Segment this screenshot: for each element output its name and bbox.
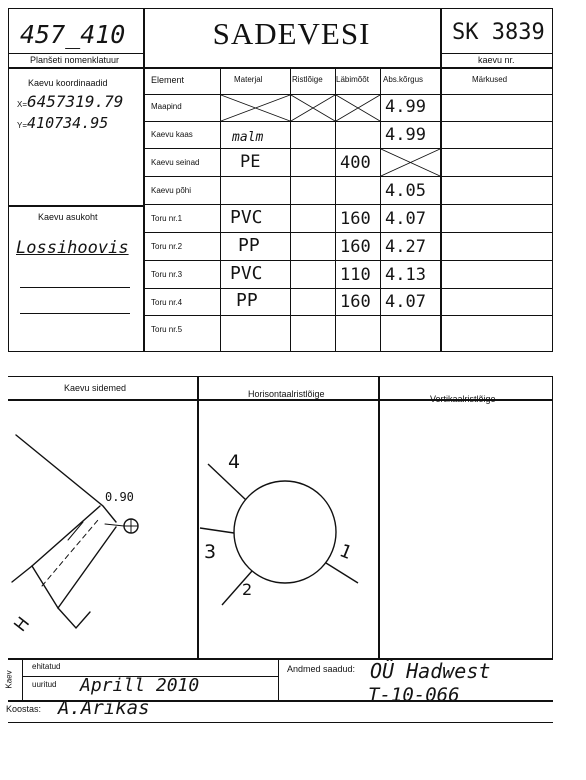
row-element: Toru nr.3 [151, 270, 183, 279]
horizontal-caption: Horisontaalristlõige [248, 389, 325, 399]
horizontal-section [198, 400, 378, 658]
divider [22, 658, 23, 700]
tie-distance: 0.90 [105, 490, 134, 504]
table-header: Märkused [472, 75, 508, 84]
row-element: Kaevu põhi [151, 186, 192, 195]
table-header: Läbimõõt [336, 75, 369, 84]
kaev-side-label: Kaev [4, 670, 14, 689]
row-diameter: 160 [340, 209, 371, 229]
row-diameter: 160 [340, 292, 371, 312]
row-height: 4.27 [385, 237, 426, 257]
row-material: PP [238, 235, 260, 256]
coordinates-caption: Kaevu koordinaadid [28, 78, 108, 88]
pipe-label-2: 2 [242, 580, 253, 599]
page-title: SADEVESI [212, 16, 371, 51]
location-caption: Kaevu asukoht [38, 212, 98, 222]
well-caption: kaevu nr. [478, 55, 515, 65]
row-height: 4.99 [385, 97, 426, 117]
row-height: 4.07 [385, 209, 426, 229]
row-diameter: 110 [340, 265, 371, 285]
row-diameter: 160 [340, 237, 371, 257]
ties-sketch [8, 400, 197, 658]
row-material: PVC [230, 207, 263, 228]
checked-value: Aprill 2010 [80, 675, 200, 696]
tie-letter: H [10, 613, 35, 636]
divider [8, 722, 553, 723]
row-diameter: 400 [340, 153, 371, 173]
table-header: Abs.kõrgus [383, 75, 424, 84]
row-element: Toru nr.4 [151, 298, 183, 307]
data-value-code: T-10-066 [368, 684, 460, 706]
well-number: SK 3839 [452, 20, 545, 45]
ties-caption: Kaevu sidemed [64, 383, 127, 393]
row-material: PE [240, 152, 261, 172]
crossed-cells [0, 0, 586, 360]
table-header: Materjal [234, 75, 263, 84]
data-value-company: OÜ Hadwest [370, 659, 491, 683]
pipe-label-3: 3 [204, 541, 217, 563]
divider [278, 658, 279, 700]
coordinate-x-value: 6457319.79 [27, 92, 124, 111]
coordinate-y-prefix: Y= [17, 121, 28, 130]
row-element: Kaevu seinad [151, 158, 200, 167]
row-element: Toru nr.5 [151, 325, 183, 334]
row-material: PP [236, 290, 258, 311]
table-header: Ristlõige [292, 75, 323, 84]
coordinate-x-prefix: X= [17, 100, 28, 109]
row-material: malm [232, 130, 264, 145]
vertical-caption: Vertikaalristlõige [430, 394, 496, 404]
pipe-label-1: 1 [336, 540, 356, 565]
author-label: Koostas: [6, 704, 42, 714]
row-element: Toru nr.2 [151, 242, 183, 251]
pipe-label-4: 4 [228, 451, 241, 473]
sheet-number: 457_410 [20, 20, 126, 49]
sheet-caption: Planšeti nomenklatuur [30, 55, 120, 65]
row-height: 4.99 [385, 125, 426, 145]
row-element: Maapind [151, 102, 182, 111]
divider [378, 376, 380, 658]
data-label: Andmed saadud: [287, 664, 356, 674]
row-height: 4.13 [385, 265, 426, 285]
author-value: A.Arikas [58, 697, 150, 719]
row-material: PVC [230, 263, 263, 284]
row-element: Kaevu kaas [151, 130, 193, 139]
built-label: ehitatud [32, 662, 61, 671]
row-element: Toru nr.1 [151, 214, 183, 223]
table-header: Element [151, 75, 185, 85]
coordinate-y-value: 410734.95 [27, 114, 109, 132]
row-height: 4.07 [385, 292, 426, 312]
row-height: 4.05 [385, 181, 426, 201]
checked-label: uuritud [32, 680, 57, 689]
location-value: Lossihoovis [16, 238, 129, 258]
